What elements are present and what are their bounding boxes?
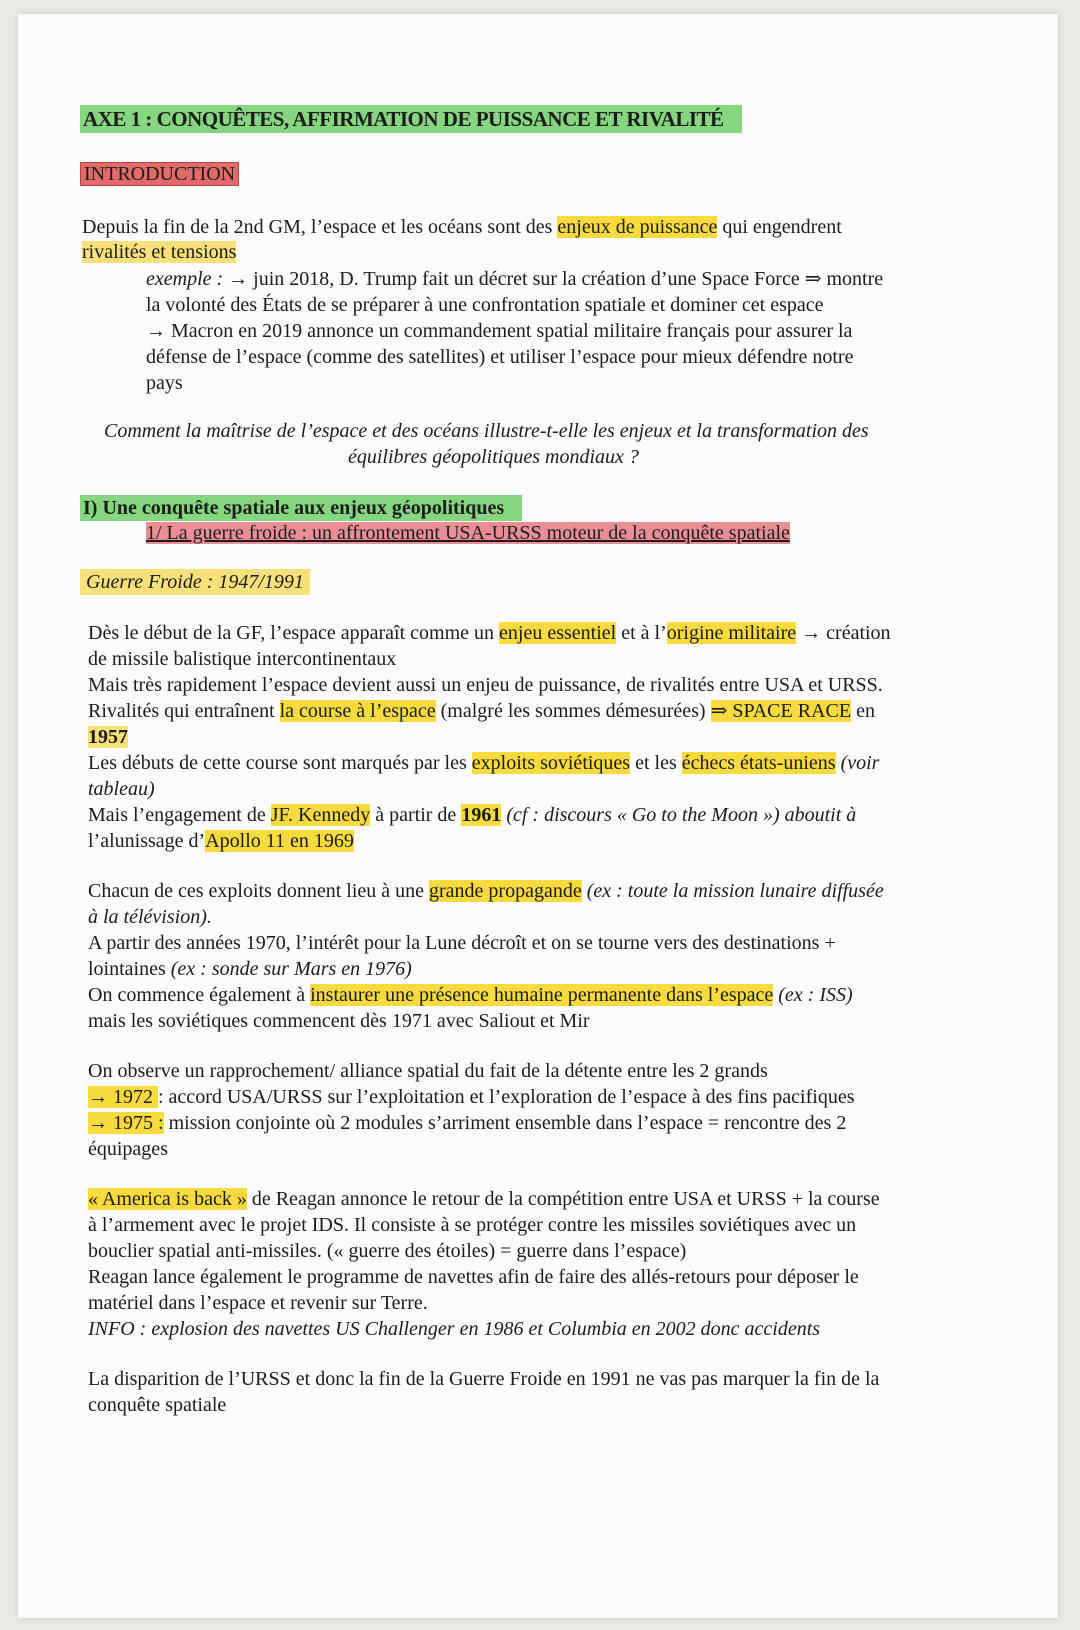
gf-label: Guerre Froide : 1947/1991 — [80, 569, 310, 595]
sub1-title: 1/ La guerre froide : un affrontement USA-URSS moteur de la conquête spatiale — [146, 522, 790, 544]
p4-line-5: matériel dans l’espace et revenir sur Terre. — [88, 1292, 428, 1314]
p3-line-1: On observe un rapprochement/ alliance spatial du fait de la détente entre les 2 grands — [88, 1060, 768, 1082]
problematique-line-2: équilibres géopolitiques mondiaux ? — [348, 446, 639, 468]
p2-line-6: mais les soviétiques commencent dès 1971 avec Saliout et Mir — [88, 1010, 590, 1032]
p1-line-8: Mais l’engagement de JF. Kennedy à partir de 1961 (cf : discours « Go to the Moon ») aboutit à — [88, 804, 857, 826]
problematique-line-1: Comment la maîtrise de l’espace et des océans illustre-t-elle les enjeux et la transformation des — [104, 420, 869, 442]
p4-line-3: bouclier spatial anti-missiles. (« guerre des étoiles) = guerre dans l’espace) — [88, 1240, 687, 1262]
intro-example-2-b: défense de l’espace (comme des satellites) et utiliser l’espace pour mieux défendre notre — [146, 346, 854, 368]
p4-line-4: Reagan lance également le programme de navettes afin de faire des allés-retours pour déposer le — [88, 1266, 859, 1288]
p2-line-4: lointaines (ex : sonde sur Mars en 1976) — [88, 958, 412, 980]
p1-line-7: tableau) — [88, 778, 155, 800]
p2-line-5: On commence également à instaurer une présence humaine permanente dans l’espace (ex : ISS) — [88, 984, 853, 1006]
part1-title: I) Une conquête spatiale aux enjeux géopolitiques — [80, 495, 522, 521]
p4-line-1: « America is back » de Reagan annonce le retour de la compétition entre USA et URSS + la course — [88, 1188, 880, 1210]
intro-example-2-c: pays — [146, 372, 183, 394]
p4-line-2: à l’armement avec le projet IDS. Il consiste à se protéger contre les missiles soviétiques avec un — [88, 1214, 857, 1236]
p1-line-9: l’alunissage d’Apollo 11 en 1969 — [88, 830, 354, 852]
p5-line-2: conquête spatiale — [88, 1394, 227, 1416]
p3-line-3: → 1975 : mission conjointe où 2 modules s’arriment ensemble dans l’espace = rencontre des 2 — [88, 1112, 847, 1134]
p5-line-1: La disparition de l’URSS et donc la fin de la Guerre Froide en 1991 ne vas pas marquer la fin de la — [88, 1368, 880, 1390]
document-page — [18, 14, 1058, 1618]
intro-line-1: Depuis la fin de la 2nd GM, l’espace et les océans sont des enjeux de puissance qui engendrent — [82, 216, 842, 238]
p3-line-4: équipages — [88, 1138, 168, 1160]
intro-line-2: rivalités et tensions — [82, 241, 237, 263]
p4-line-6: INFO : explosion des navettes US Challenger en 1986 et Columbia en 2002 donc accidents — [88, 1318, 821, 1340]
intro-example-1-a: exemple : → juin 2018, D. Trump fait un décret sur la création d’une Space Force ⇒ montre — [146, 268, 884, 290]
axe-title: AXE 1 : CONQUÊTES, AFFIRMATION DE PUISSANCE ET RIVALITÉ — [80, 106, 742, 132]
p2-line-1: Chacun de ces exploits donnent lieu à une grande propagande (ex : toute la mission lunaire diffusée — [88, 880, 884, 902]
intro-example-2-a: → Macron en 2019 annonce un commandement spatial militaire français pour assurer la — [146, 320, 853, 342]
p3-line-2: → 1972 : accord USA/URSS sur l’exploitation et l’exploration de l’espace à des fins pacifiques — [88, 1086, 855, 1108]
p1-line-3: Mais très rapidement l’espace devient aussi un enjeu de puissance, de rivalités entre USA et URSS. — [88, 674, 883, 696]
p2-line-2: à la télévision). — [88, 906, 212, 928]
intro-example-1-b: la volonté des États de se préparer à une confrontation spatiale et dominer cet espace — [146, 294, 824, 316]
p1-line-1: Dès le début de la GF, l’espace apparaît comme un enjeu essentiel et à l’origine militaire → création — [88, 622, 891, 644]
intro-heading: INTRODUCTION — [80, 161, 239, 187]
p2-line-3: A partir des années 1970, l’intérêt pour la Lune décroît et on se tourne vers des destinations + — [88, 932, 836, 954]
p1-line-4: Rivalités qui entraînent la course à l’espace (malgré les sommes démesurées) ⇒ SPACE RACE en — [88, 700, 875, 722]
p1-line-2: de missile balistique intercontinentaux — [88, 648, 397, 670]
p1-line-6: Les débuts de cette course sont marqués par les exploits soviétiques et les échecs états-uniens (voir — [88, 752, 880, 774]
p1-line-5: 1957 — [88, 726, 128, 748]
